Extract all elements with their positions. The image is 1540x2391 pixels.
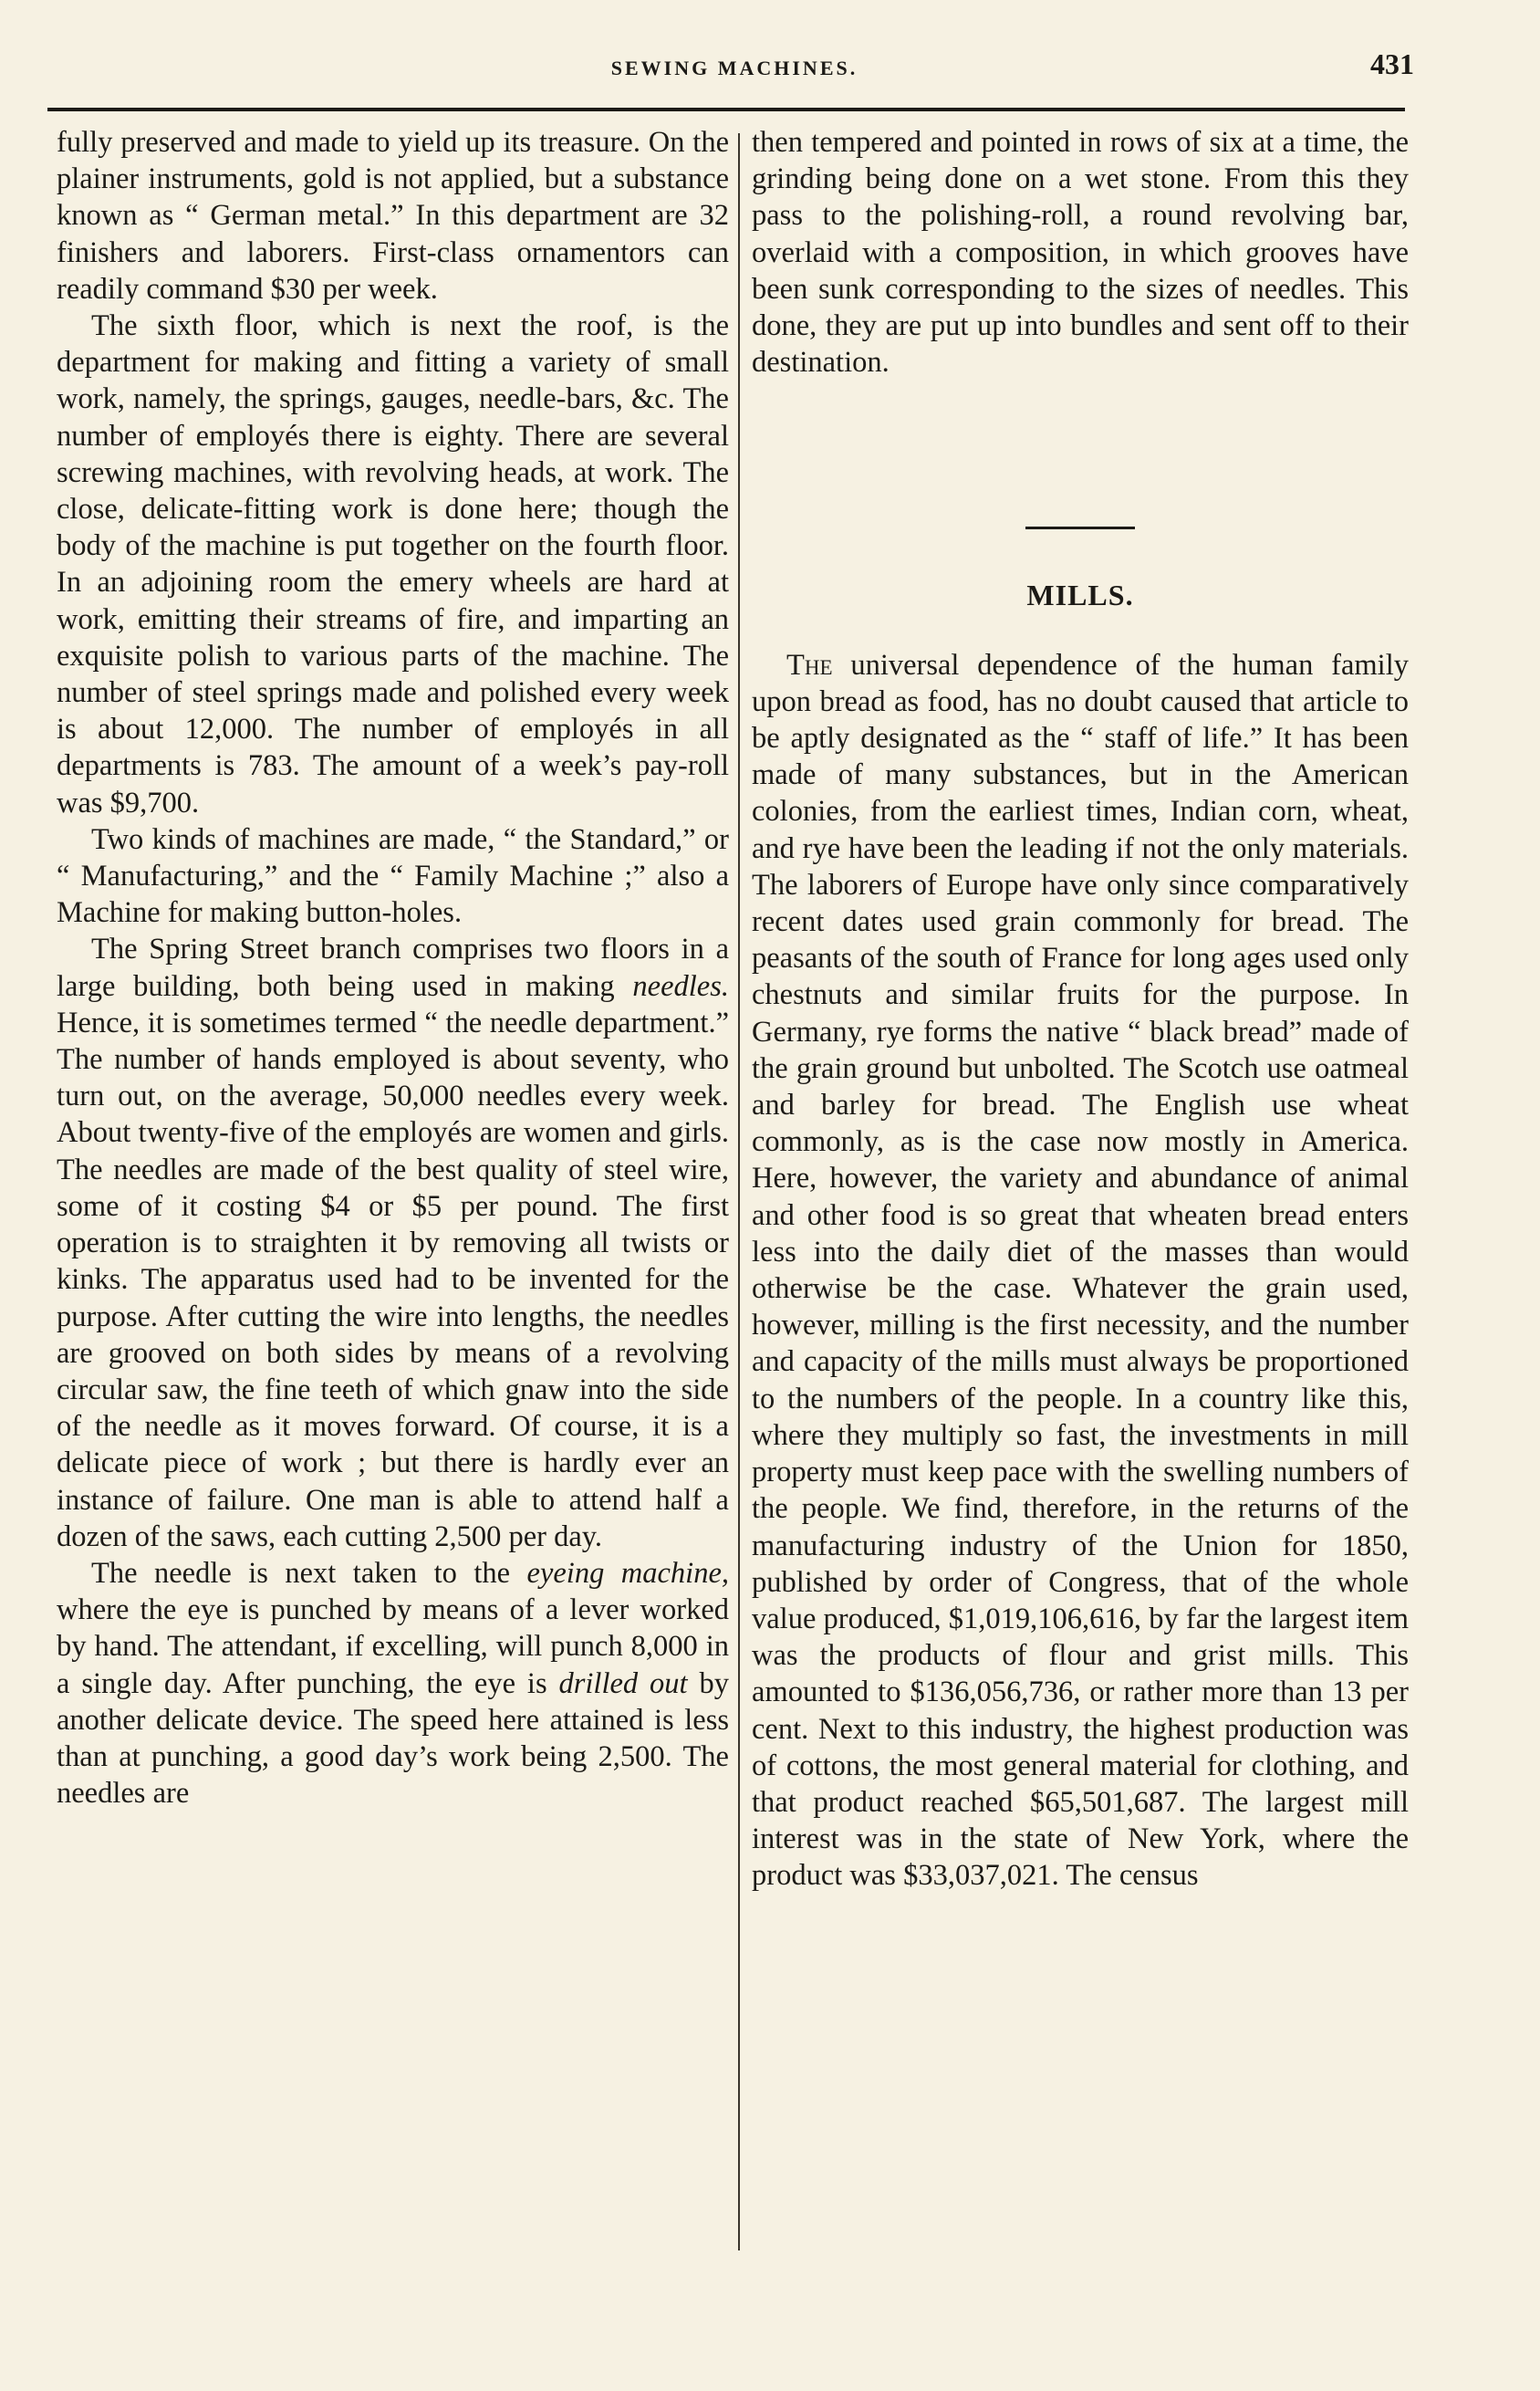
italic-text-run: needles. bbox=[632, 969, 729, 1003]
text-run: The Spring Street branch comprises two floors in a large building, both being used in making bbox=[57, 933, 729, 1003]
paragraph bbox=[57, 1555, 729, 1812]
text-run: Hence, it is sometimes termed “ the needle department.” The number of hands employed is about seventy, who turn out, on the average, 50,000 needles every week. About twenty-five of the employés are women and girls. The needles are made of the best quality of steel wire, some of it costing $4 or $5 per pound. The first operation is to straighten it by removing all twists or kinks. The apparatus used had to be invented for the purpose. After cutting the wire into lengths, the needles are grooved on both sides by means of a revolving circular saw, the fine teeth of which gnaw into the side of the needle as it moves forward. Of course, it is a delicate piece of work ; but there is hardly ever an instance of failure. One man is able to attend half a dozen of the saws, each cutting 2,500 per day. bbox=[57, 1006, 729, 1553]
text-run: where the eye is punched by means of a lever worked by hand. The attendant, if excelling, will punch 8,000 in a single day. After punching, the eye is bbox=[57, 1593, 729, 1700]
paragraph: then tempered and pointed in rows of six at a time, the grinding being done on a wet stone. From this they pass to the polishing-roll, a round revolving bar, overlaid with a composition, in which grooves have been sunk corresponding to the sizes of needles. This done, they are put up into bundles and sent off to their destination. bbox=[752, 126, 1409, 380]
text-run: universal dependence of the human family upon bread as food, has no doubt caused that article to be aptly designated as the “ staff of life.” It has been made of many substances, but in the American colonies, from the earliest times, Indian corn, wheat, and rye have been the leading if not the only materials. The laborers of Europe have only since comparatively recent dates used grain commonly for bread. The peasants of the south of France for long ages used only chestnuts and similar fruits for the purpose. In Germany, rye forms the native “ black bread” made of the grain ground but unbolted. The Scotch use oatmeal and barley for bread. The English use wheat commonly, as is the case now mostly in America. Here, however, the variety and abundance of animal and other food is so great that wheaten bread enters less into the daily diet of the masses than would otherwise be the case. Whatever the grain used, however, milling is the first necessity, and the number and capacity of the mills must always be proportioned to the numbers of the people. In a country like this, where they multiply so fast, the investments in mill property must keep pace with the swelling numbers of the people. We find, therefore, in the returns of the manufacturing industry of the Union for 1850, published by order of Congress, that of the whole value produced, $1,019,106,616, by far the largest item was the products of flour and grist mills. This amounted to $136,056,736, or rather more than 13 per cent. Next to this industry, the highest production was of cottons, the most general material for clothing, and that product reached $65,501,687. The largest mill interest was in the state of New York, where the product was $33,037,021. The census bbox=[752, 648, 1409, 1893]
paragraph bbox=[57, 931, 729, 1554]
italic-text-run: eyeing machine, bbox=[526, 1556, 730, 1590]
text-run: by another delicate device. The speed here attained is less than at punching, a good day’s work being 2,500. The needles are bbox=[57, 1666, 729, 1811]
right-column bbox=[752, 124, 1409, 1895]
text-run: fully preserved and made to yield up its treasure. On the plainer instruments, gold is not applied, but a substance known as “ German metal.” In this department are 32 finishers and laborers. First-class ornamentors can readily command $30 per week. bbox=[57, 126, 729, 306]
paragraph bbox=[57, 124, 729, 308]
text-run: The needle is next taken to the bbox=[91, 1556, 527, 1590]
paragraph bbox=[57, 821, 729, 932]
paragraph bbox=[57, 308, 729, 821]
running-head bbox=[55, 47, 1414, 84]
running-title: SEWING MACHINES. bbox=[610, 57, 858, 79]
column-divider bbox=[738, 133, 740, 2250]
section-heading: MILLS. bbox=[1026, 579, 1134, 612]
page-number: 431 bbox=[1370, 47, 1414, 80]
text-run: The sixth floor, which is next the roof, is the department for making and fitting a variety of small work, namely, the springs, gauges, needle-bars, &c. The number of employés there is eighty. There are several screwing machines, with revolving heads, at work. The close, delicate-fitting work is done here; though the body of the machine is put together on the fourth floor. In an adjoining room the emery wheels are hard at work, emitting their streams of fire, and imparting an exquisite polish to various parts of the machine. The number of steel springs made and polished every week is about 12,000. The number of employés in all departments is 783. The amount of a week’s pay-roll was $9,700. bbox=[57, 309, 729, 820]
text-run: Two kinds of machines are made, “ the Standard,” or “ Manufacturing,” and the “ Family Machine ;” also a Machine for making button-holes. bbox=[57, 822, 729, 930]
lead-word: The bbox=[786, 648, 833, 682]
left-column bbox=[57, 124, 729, 1812]
paragraph bbox=[752, 647, 1409, 1895]
section-rule bbox=[1025, 527, 1135, 529]
italic-text-run: drilled out bbox=[558, 1666, 688, 1700]
header-rule bbox=[47, 108, 1405, 111]
